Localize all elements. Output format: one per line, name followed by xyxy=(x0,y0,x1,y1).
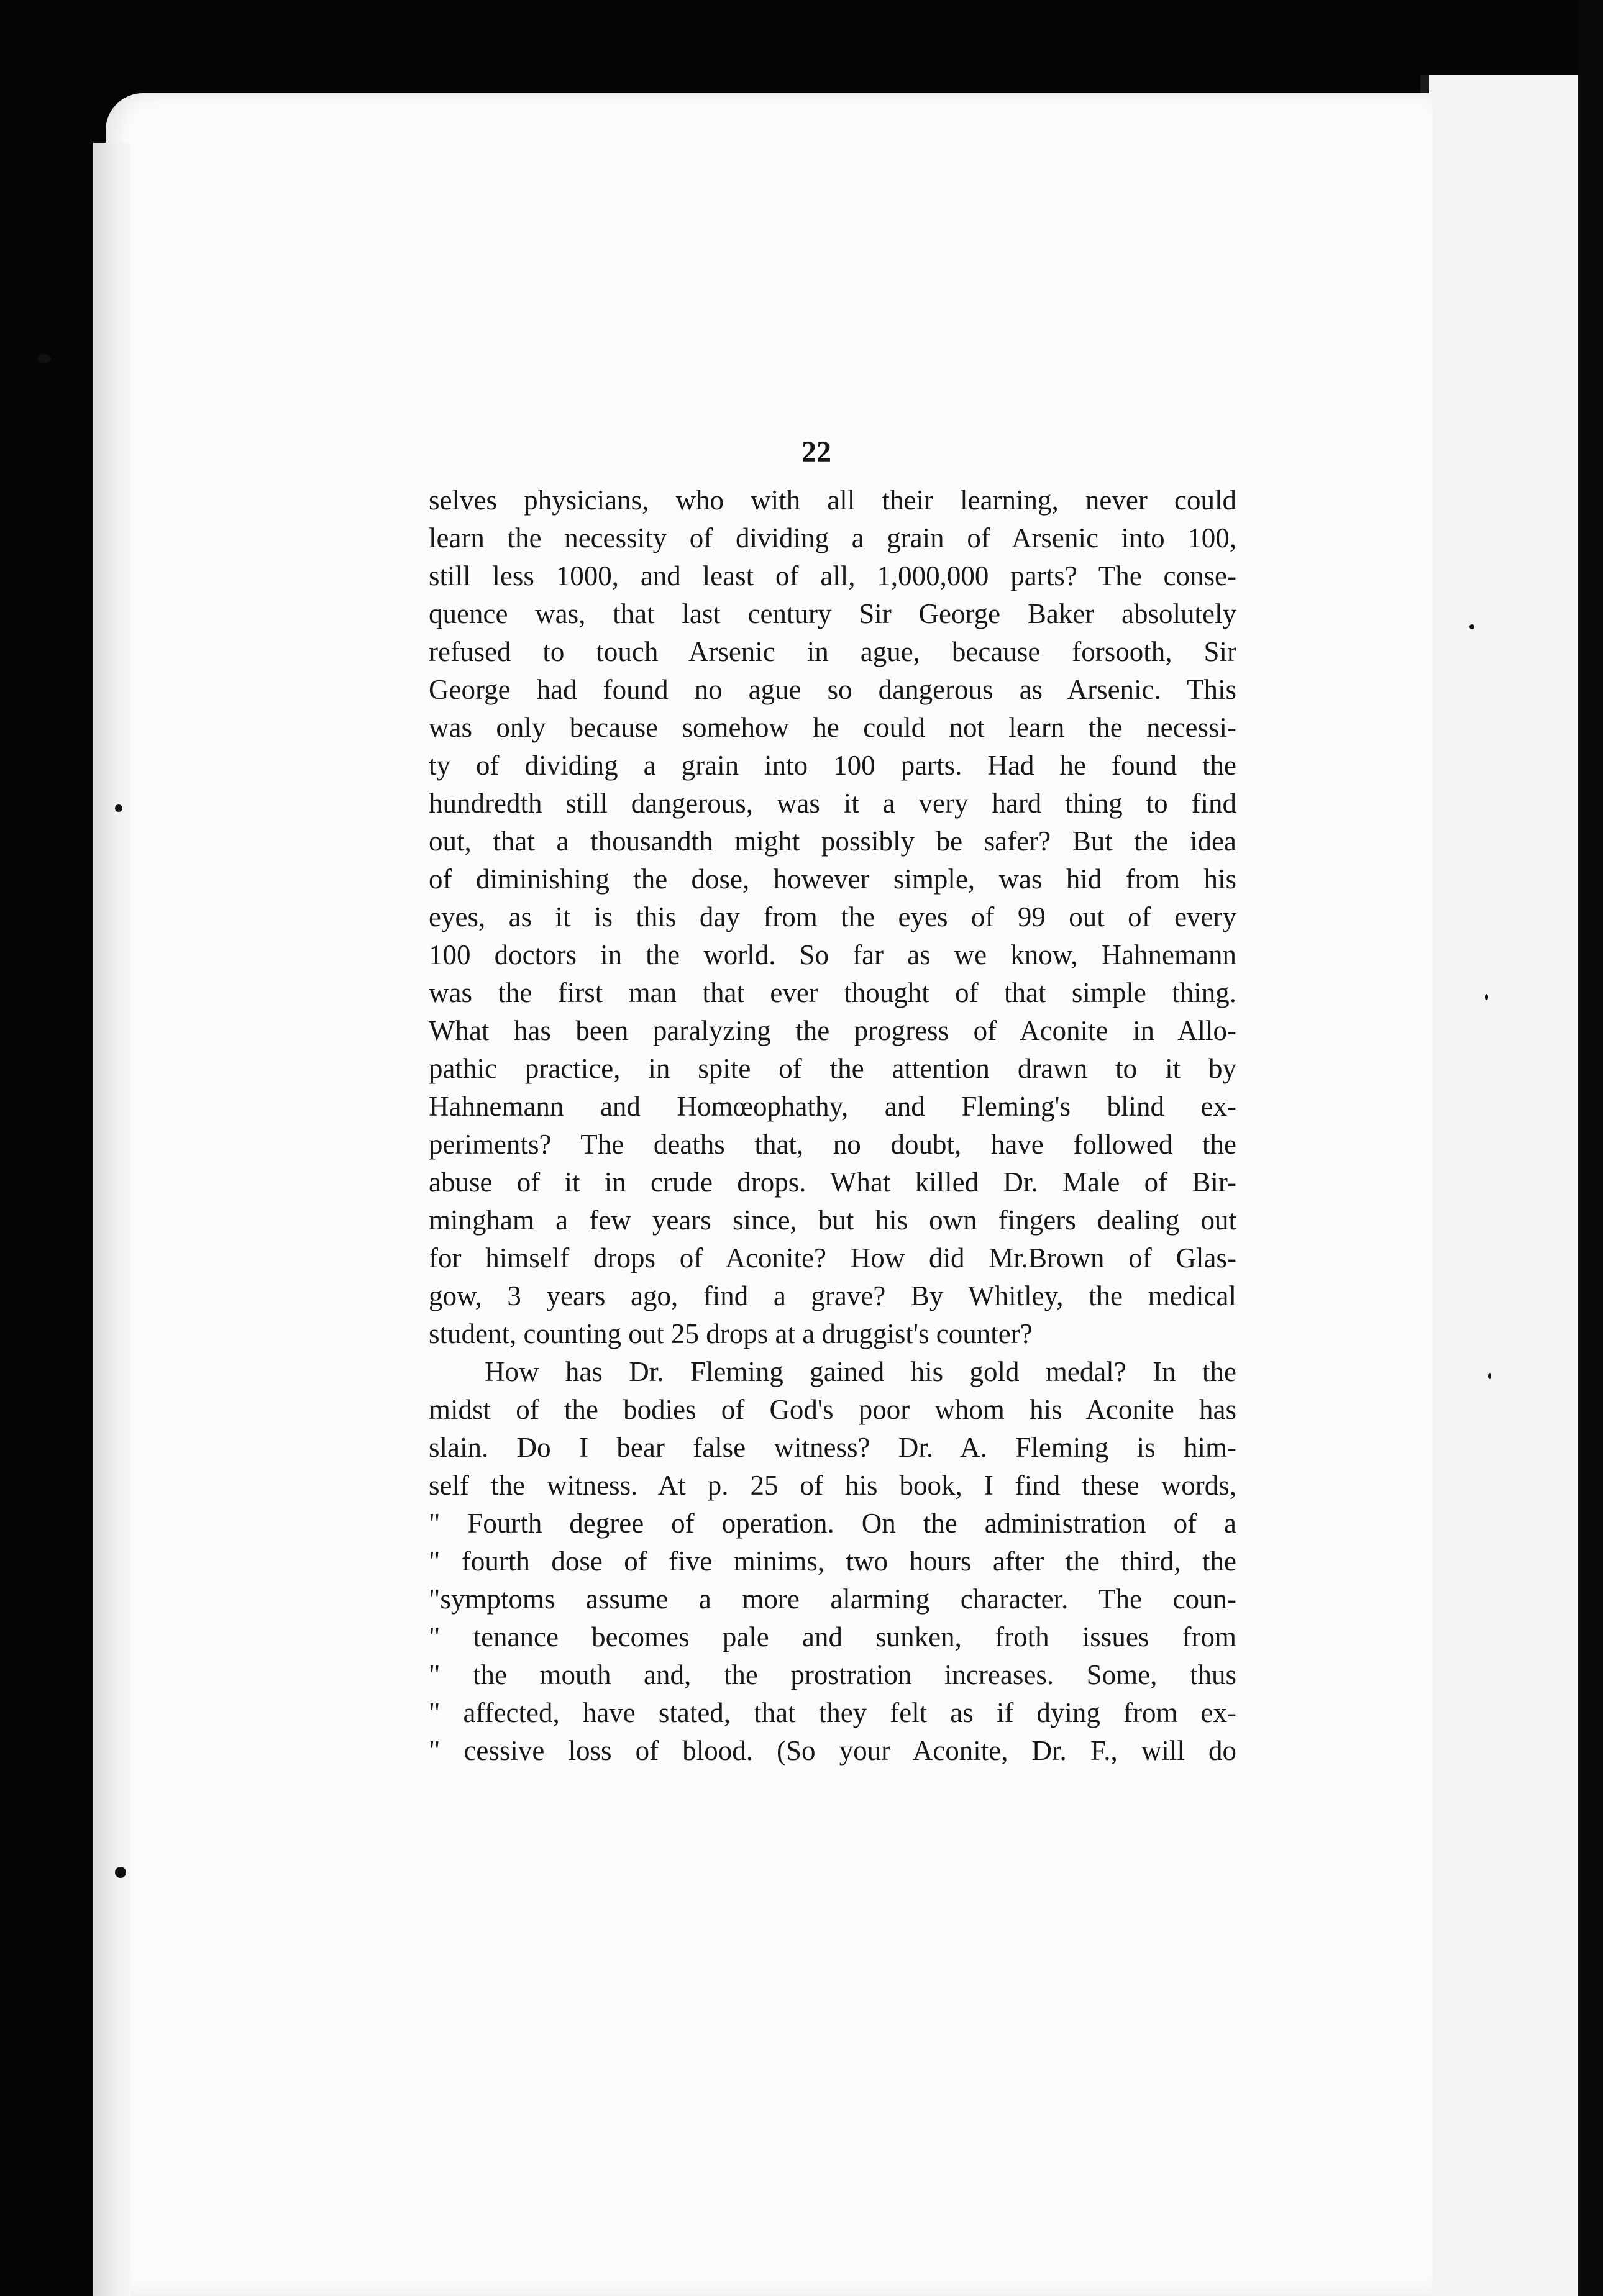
text-line: refused to touch Arsenic in ague, because forsooth, Sir xyxy=(429,636,1236,667)
text-line: " affected, have stated, that they felt as if dying from ex- xyxy=(429,1697,1236,1728)
scan-speck xyxy=(115,1867,126,1878)
page-number: 22 xyxy=(802,435,831,468)
text-line: learn the necessity of dividing a grain of Arsenic into 100, xyxy=(429,522,1236,554)
text-line: still less 1000, and least of all, 1,000,000 parts? The conse- xyxy=(429,560,1236,591)
text-line: quence was, that last century Sir George Baker absolutely xyxy=(429,598,1236,629)
scan-speck xyxy=(1469,624,1474,629)
adjacent-page-edge xyxy=(1429,75,1578,2296)
text-line: " the mouth and, the prostration increases. Some, thus xyxy=(429,1659,1236,1690)
text-line: for himself drops of Aconite? How did Mr.Brown of Glas- xyxy=(429,1242,1236,1273)
text-line: How has Dr. Fleming gained his gold medal? In the xyxy=(485,1356,1236,1387)
text-line: "symptoms assume a more alarming character. The coun- xyxy=(429,1583,1236,1615)
text-line: George had found no ague so dangerous as Arsenic. This xyxy=(429,674,1236,705)
text-line: was the first man that ever thought of that simple thing. xyxy=(429,977,1236,1008)
text-line: of diminishing the dose, however simple, was hid from his xyxy=(429,863,1236,895)
text-line: gow, 3 years ago, find a grave? By Whitley, the medical xyxy=(429,1280,1236,1311)
scan-speck xyxy=(1485,994,1488,1000)
text-line: " tenance becomes pale and sunken, froth issues from xyxy=(429,1621,1236,1652)
text-line: eyes, as it is this day from the eyes of 99 out of every xyxy=(429,901,1236,932)
text-line: " Fourth degree of operation. On the administration of a xyxy=(429,1508,1236,1539)
scan-speck xyxy=(115,804,122,812)
text-line: self the witness. At p. 25 of his book, I find these words, xyxy=(429,1470,1236,1501)
scan-speck xyxy=(37,354,51,363)
text-line: periments? The deaths that, no doubt, have followed the xyxy=(429,1129,1236,1160)
scan-right-border xyxy=(1578,0,1603,2296)
text-line: ty of dividing a grain into 100 parts. Had he found the xyxy=(429,750,1236,781)
text-line: student, counting out 25 drops at a druggist's counter? xyxy=(429,1318,1033,1349)
text-line: 100 doctors in the world. So far as we know, Hahnemann xyxy=(429,939,1236,970)
scan-speck xyxy=(1488,1373,1491,1379)
text-line: " cessive loss of blood. (So your Aconite, Dr. F., will do xyxy=(429,1735,1236,1766)
text-line: slain. Do I bear false witness? Dr. A. Fleming is him- xyxy=(429,1432,1236,1463)
text-line: pathic practice, in spite of the attention drawn to it by xyxy=(429,1053,1236,1084)
text-line: was only because somehow he could not learn the necessi- xyxy=(429,712,1236,743)
text-line: selves physicians, who with all their learning, never could xyxy=(429,485,1236,516)
text-line: What has been paralyzing the progress of Aconite in Allo- xyxy=(429,1015,1236,1046)
text-line: " fourth dose of five minims, two hours after the third, the xyxy=(429,1546,1236,1577)
text-line: Hahnemann and Homœophathy, and Fleming's blind ex- xyxy=(429,1091,1236,1122)
page-left-edge xyxy=(93,143,130,2296)
body-text xyxy=(429,481,1236,1770)
text-line: midst of the bodies of God's poor whom his Aconite has xyxy=(429,1394,1236,1425)
text-line: mingham a few years since, but his own fingers dealing out xyxy=(429,1205,1236,1236)
text-line: abuse of it in crude drops. What killed Dr. Male of Bir- xyxy=(429,1167,1236,1198)
text-line: out, that a thousandth might possibly be safer? But the idea xyxy=(429,826,1236,857)
text-line: hundredth still dangerous, was it a very hard thing to find xyxy=(429,788,1236,819)
